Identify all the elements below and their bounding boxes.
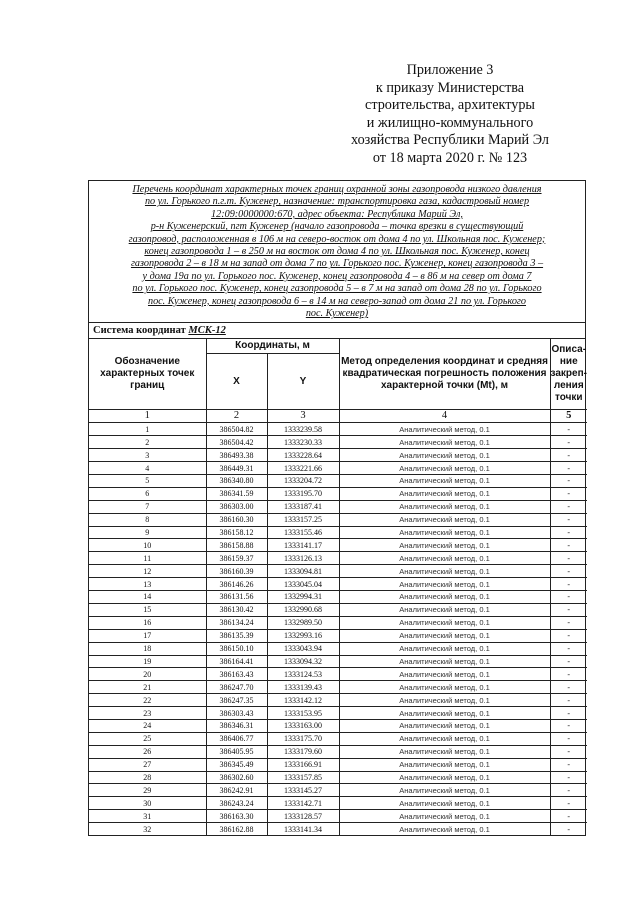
- method-value: Аналитический метод, 0.1: [339, 578, 550, 591]
- point-number: 26: [89, 745, 206, 758]
- method-value: Аналитический метод, 0.1: [339, 629, 550, 642]
- table-row: [89, 487, 587, 500]
- col-number: 3: [267, 410, 339, 423]
- table-row: [89, 513, 587, 526]
- point-number: 28: [89, 771, 206, 784]
- point-number: 31: [89, 810, 206, 823]
- col-header-x: X: [206, 354, 267, 410]
- point-number: 3: [89, 449, 206, 462]
- method-value: Аналитический метод, 0.1: [339, 423, 550, 436]
- description-value: -: [550, 462, 587, 475]
- coordinate-system-name: МСК-12: [188, 325, 226, 337]
- y-coordinate: 1333043.94: [267, 642, 339, 655]
- method-value: Аналитический метод, 0.1: [339, 668, 550, 681]
- y-coordinate: 1333157.25: [267, 513, 339, 526]
- description-value: -: [550, 745, 587, 758]
- description-value: -: [550, 578, 587, 591]
- table-row: [89, 797, 587, 810]
- y-coordinate: 1333204.72: [267, 475, 339, 488]
- title-line: газопровода 2 – в 18 м на запад от дома 7 по ул. Горького пос. Куженер, конец газопровода 3 –: [130, 258, 544, 270]
- y-coordinate: 1333139.43: [267, 681, 339, 694]
- col-number: 4: [339, 410, 550, 423]
- x-coordinate: 386150.10: [206, 642, 267, 655]
- method-value: Аналитический метод, 0.1: [339, 565, 550, 578]
- description-value: -: [550, 642, 587, 655]
- table-row: [89, 668, 587, 681]
- y-coordinate: 1333141.17: [267, 539, 339, 552]
- point-number: 12: [89, 565, 206, 578]
- description-value: -: [550, 552, 587, 565]
- title-line: по ул. Горького пос. Куженер, конец газопровода 5 – в 7 м на запад от дома 28 по ул. Горького: [132, 283, 542, 295]
- x-coordinate: 386341.59: [206, 487, 267, 500]
- method-value: Аналитический метод, 0.1: [339, 475, 550, 488]
- y-coordinate: 1332993.16: [267, 629, 339, 642]
- method-value: Аналитический метод, 0.1: [339, 732, 550, 745]
- y-coordinate: 1333094.81: [267, 565, 339, 578]
- y-coordinate: 1333155.46: [267, 526, 339, 539]
- description-value: -: [550, 771, 587, 784]
- method-value: Аналитический метод, 0.1: [339, 616, 550, 629]
- x-coordinate: 386130.42: [206, 603, 267, 616]
- method-value: Аналитический метод, 0.1: [339, 552, 550, 565]
- column-number-row: [89, 410, 587, 423]
- table-row: [89, 745, 587, 758]
- description-value: -: [550, 668, 587, 681]
- description-value: -: [550, 707, 587, 720]
- description-value: -: [550, 655, 587, 668]
- table-row: [89, 591, 587, 604]
- table-row: [89, 784, 587, 797]
- x-coordinate: 386340.80: [206, 475, 267, 488]
- x-coordinate: 386303.43: [206, 707, 267, 720]
- point-number: 14: [89, 591, 206, 604]
- table-row: [89, 436, 587, 449]
- y-coordinate: 1333175.70: [267, 732, 339, 745]
- y-coordinate: 1333157.85: [267, 771, 339, 784]
- title-line: по ул. Горького п.г.т. Куженер, назначение: транспортировка газа, кадастровый номер: [144, 196, 530, 208]
- point-number: 13: [89, 578, 206, 591]
- y-coordinate: 1333187.41: [267, 500, 339, 513]
- x-coordinate: 386247.35: [206, 694, 267, 707]
- description-value: -: [550, 591, 587, 604]
- description-value: -: [550, 565, 587, 578]
- col-number: 5: [550, 410, 587, 423]
- y-coordinate: 1333239.58: [267, 423, 339, 436]
- method-value: Аналитический метод, 0.1: [339, 526, 550, 539]
- point-number: 24: [89, 719, 206, 732]
- x-coordinate: 386243.24: [206, 797, 267, 810]
- table-row: [89, 758, 587, 771]
- x-coordinate: 386158.88: [206, 539, 267, 552]
- point-number: 19: [89, 655, 206, 668]
- header-line: к приказу Министерства: [375, 79, 525, 96]
- method-value: Аналитический метод, 0.1: [339, 500, 550, 513]
- point-number: 20: [89, 668, 206, 681]
- point-number: 32: [89, 823, 206, 835]
- description-value: -: [550, 758, 587, 771]
- header-line: хозяйства Республики Марий Эл: [351, 132, 549, 149]
- point-number: 11: [89, 552, 206, 565]
- table-row: [89, 603, 587, 616]
- table-row: [89, 732, 587, 745]
- col-header-coords: Координаты, м: [206, 339, 339, 354]
- title-line: р-н Куженерский, пгт Куженер (начало газопровода – точка врезки в существующий: [150, 221, 524, 233]
- x-coordinate: 386493.38: [206, 449, 267, 462]
- x-coordinate: 386504.42: [206, 436, 267, 449]
- y-coordinate: 1333142.71: [267, 797, 339, 810]
- point-number: 29: [89, 784, 206, 797]
- description-value: -: [550, 694, 587, 707]
- table-row: [89, 642, 587, 655]
- header-line: Приложение 3: [406, 62, 494, 78]
- list-title: [89, 181, 585, 323]
- point-number: 7: [89, 500, 206, 513]
- point-number: 8: [89, 513, 206, 526]
- description-value: -: [550, 449, 587, 462]
- title-line: пос. Куженер): [305, 308, 369, 320]
- point-number: 10: [89, 539, 206, 552]
- x-coordinate: 386158.12: [206, 526, 267, 539]
- method-value: Аналитический метод, 0.1: [339, 487, 550, 500]
- table-row: [89, 616, 587, 629]
- table-row: [89, 719, 587, 732]
- description-value: -: [550, 603, 587, 616]
- x-coordinate: 386504.82: [206, 423, 267, 436]
- point-number: 9: [89, 526, 206, 539]
- col-number: 1: [89, 410, 206, 423]
- header-line: от 18 марта 2020 г. № 123: [372, 149, 528, 166]
- description-value: -: [550, 513, 587, 526]
- col-header-y: Y: [267, 354, 339, 410]
- description-value: -: [550, 823, 587, 835]
- method-value: Аналитический метод, 0.1: [339, 513, 550, 526]
- y-coordinate: 1333228.64: [267, 449, 339, 462]
- method-value: Аналитический метод, 0.1: [339, 719, 550, 732]
- description-value: -: [550, 423, 587, 436]
- header-line: строительства, архитектуры: [365, 97, 535, 114]
- y-coordinate: 1333045.04: [267, 578, 339, 591]
- y-coordinate: 1333230.33: [267, 436, 339, 449]
- x-coordinate: 386160.39: [206, 565, 267, 578]
- title-line: 12:09:0000000:670, адрес объекта: Республика Марий Эл,: [211, 208, 463, 220]
- table-row: [89, 423, 587, 436]
- table-row: [89, 681, 587, 694]
- table-row: [89, 565, 587, 578]
- title-line: конец газопровода 1 – в 250 м на восток от дома 4 по ул. Школьная пос. Куженер, конец: [144, 246, 530, 258]
- table-row: [89, 771, 587, 784]
- x-coordinate: 386242.91: [206, 784, 267, 797]
- x-coordinate: 386345.49: [206, 758, 267, 771]
- x-coordinate: 386302.60: [206, 771, 267, 784]
- point-number: 2: [89, 436, 206, 449]
- point-number: 16: [89, 616, 206, 629]
- y-coordinate: 1333221.66: [267, 462, 339, 475]
- description-value: -: [550, 629, 587, 642]
- y-coordinate: 1333145.27: [267, 784, 339, 797]
- description-value: -: [550, 487, 587, 500]
- method-value: Аналитический метод, 0.1: [339, 784, 550, 797]
- coordinates-table: [89, 339, 587, 835]
- x-coordinate: 386163.30: [206, 810, 267, 823]
- description-value: -: [550, 797, 587, 810]
- y-coordinate: 1332990.68: [267, 603, 339, 616]
- col-number: 2: [206, 410, 267, 423]
- description-value: -: [550, 681, 587, 694]
- description-value: -: [550, 436, 587, 449]
- method-value: Аналитический метод, 0.1: [339, 436, 550, 449]
- y-coordinate: 1333195.70: [267, 487, 339, 500]
- col-header-point: Обозначение характерных точек границ: [89, 339, 206, 410]
- table-row: [89, 655, 587, 668]
- title-line: газопровод, расположенная в 106 м на северо-восток от дома 4 по ул. Школьная пос. Куженер;: [128, 233, 546, 245]
- table-row: [89, 449, 587, 462]
- x-coordinate: 386160.30: [206, 513, 267, 526]
- point-number: 25: [89, 732, 206, 745]
- method-value: Аналитический метод, 0.1: [339, 655, 550, 668]
- point-number: 18: [89, 642, 206, 655]
- y-coordinate: 1333141.34: [267, 823, 339, 835]
- x-coordinate: 386159.37: [206, 552, 267, 565]
- y-coordinate: 1332994.31: [267, 591, 339, 604]
- table-row: [89, 552, 587, 565]
- point-number: 5: [89, 475, 206, 488]
- table-row: [89, 500, 587, 513]
- point-number: 1: [89, 423, 206, 436]
- x-coordinate: 386163.43: [206, 668, 267, 681]
- description-value: -: [550, 616, 587, 629]
- x-coordinate: 386135.39: [206, 629, 267, 642]
- x-coordinate: 386405.95: [206, 745, 267, 758]
- table-row: [89, 707, 587, 720]
- coordinates-list: [88, 180, 586, 836]
- x-coordinate: 386162.88: [206, 823, 267, 835]
- x-coordinate: 386346.31: [206, 719, 267, 732]
- table-row: [89, 462, 587, 475]
- title-line: у дома 19а по ул. Горького пос. Куженер, конец газопровода 4 – в 86 м на север от дома 7: [142, 270, 532, 282]
- method-value: Аналитический метод, 0.1: [339, 771, 550, 784]
- x-coordinate: 386164.41: [206, 655, 267, 668]
- coordinate-system: [89, 323, 585, 339]
- description-value: -: [550, 719, 587, 732]
- coordinate-system-label: Система координат: [93, 325, 186, 337]
- header-line: и жилищно-коммунального: [366, 114, 534, 131]
- y-coordinate: 1333166.91: [267, 758, 339, 771]
- method-value: Аналитический метод, 0.1: [339, 603, 550, 616]
- y-coordinate: 1333126.13: [267, 552, 339, 565]
- x-coordinate: 386449.31: [206, 462, 267, 475]
- point-number: 15: [89, 603, 206, 616]
- y-coordinate: 1332989.50: [267, 616, 339, 629]
- method-value: Аналитический метод, 0.1: [339, 745, 550, 758]
- y-coordinate: 1333142.12: [267, 694, 339, 707]
- y-coordinate: 1333124.53: [267, 668, 339, 681]
- x-coordinate: 386146.26: [206, 578, 267, 591]
- method-value: Аналитический метод, 0.1: [339, 449, 550, 462]
- col-header-desc: Описа-ние закреп-ления точки: [550, 339, 587, 410]
- method-value: Аналитический метод, 0.1: [339, 539, 550, 552]
- x-coordinate: 386406.77: [206, 732, 267, 745]
- table-row: [89, 578, 587, 591]
- table-row: [89, 810, 587, 823]
- x-coordinate: 386303.00: [206, 500, 267, 513]
- description-value: -: [550, 810, 587, 823]
- method-value: Аналитический метод, 0.1: [339, 823, 550, 835]
- point-number: 22: [89, 694, 206, 707]
- description-value: -: [550, 500, 587, 513]
- method-value: Аналитический метод, 0.1: [339, 591, 550, 604]
- description-value: -: [550, 526, 587, 539]
- point-number: 27: [89, 758, 206, 771]
- x-coordinate: 386134.24: [206, 616, 267, 629]
- method-value: Аналитический метод, 0.1: [339, 462, 550, 475]
- y-coordinate: 1333163.00: [267, 719, 339, 732]
- table-row: [89, 823, 587, 835]
- point-number: 21: [89, 681, 206, 694]
- description-value: -: [550, 475, 587, 488]
- table-row: [89, 629, 587, 642]
- point-number: 17: [89, 629, 206, 642]
- method-value: Аналитический метод, 0.1: [339, 707, 550, 720]
- description-value: -: [550, 539, 587, 552]
- y-coordinate: 1333153.95: [267, 707, 339, 720]
- point-number: 23: [89, 707, 206, 720]
- point-number: 30: [89, 797, 206, 810]
- point-number: 4: [89, 462, 206, 475]
- table-row: [89, 539, 587, 552]
- title-line: пос. Куженер, конец газопровода 6 – в 14 м на северо-запад от дома 21 по ул. Горького: [147, 295, 527, 307]
- method-value: Аналитический метод, 0.1: [339, 694, 550, 707]
- y-coordinate: 1333179.60: [267, 745, 339, 758]
- method-value: Аналитический метод, 0.1: [339, 810, 550, 823]
- method-value: Аналитический метод, 0.1: [339, 758, 550, 771]
- y-coordinate: 1333094.32: [267, 655, 339, 668]
- table-row: [89, 526, 587, 539]
- table-row: [89, 475, 587, 488]
- title-line: Перечень координат характерных точек границ охранной зоны газопровода низкого давления: [132, 184, 542, 195]
- col-header-method: Метод определения координат и средняя квадратическая погрешность положения характерной точки (Mt), м: [339, 339, 550, 410]
- x-coordinate: 386247.70: [206, 681, 267, 694]
- description-value: -: [550, 732, 587, 745]
- method-value: Аналитический метод, 0.1: [339, 797, 550, 810]
- point-number: 6: [89, 487, 206, 500]
- y-coordinate: 1333128.57: [267, 810, 339, 823]
- description-value: -: [550, 784, 587, 797]
- x-coordinate: 386131.56: [206, 591, 267, 604]
- method-value: Аналитический метод, 0.1: [339, 642, 550, 655]
- method-value: Аналитический метод, 0.1: [339, 681, 550, 694]
- table-row: [89, 694, 587, 707]
- document-header: [300, 62, 600, 168]
